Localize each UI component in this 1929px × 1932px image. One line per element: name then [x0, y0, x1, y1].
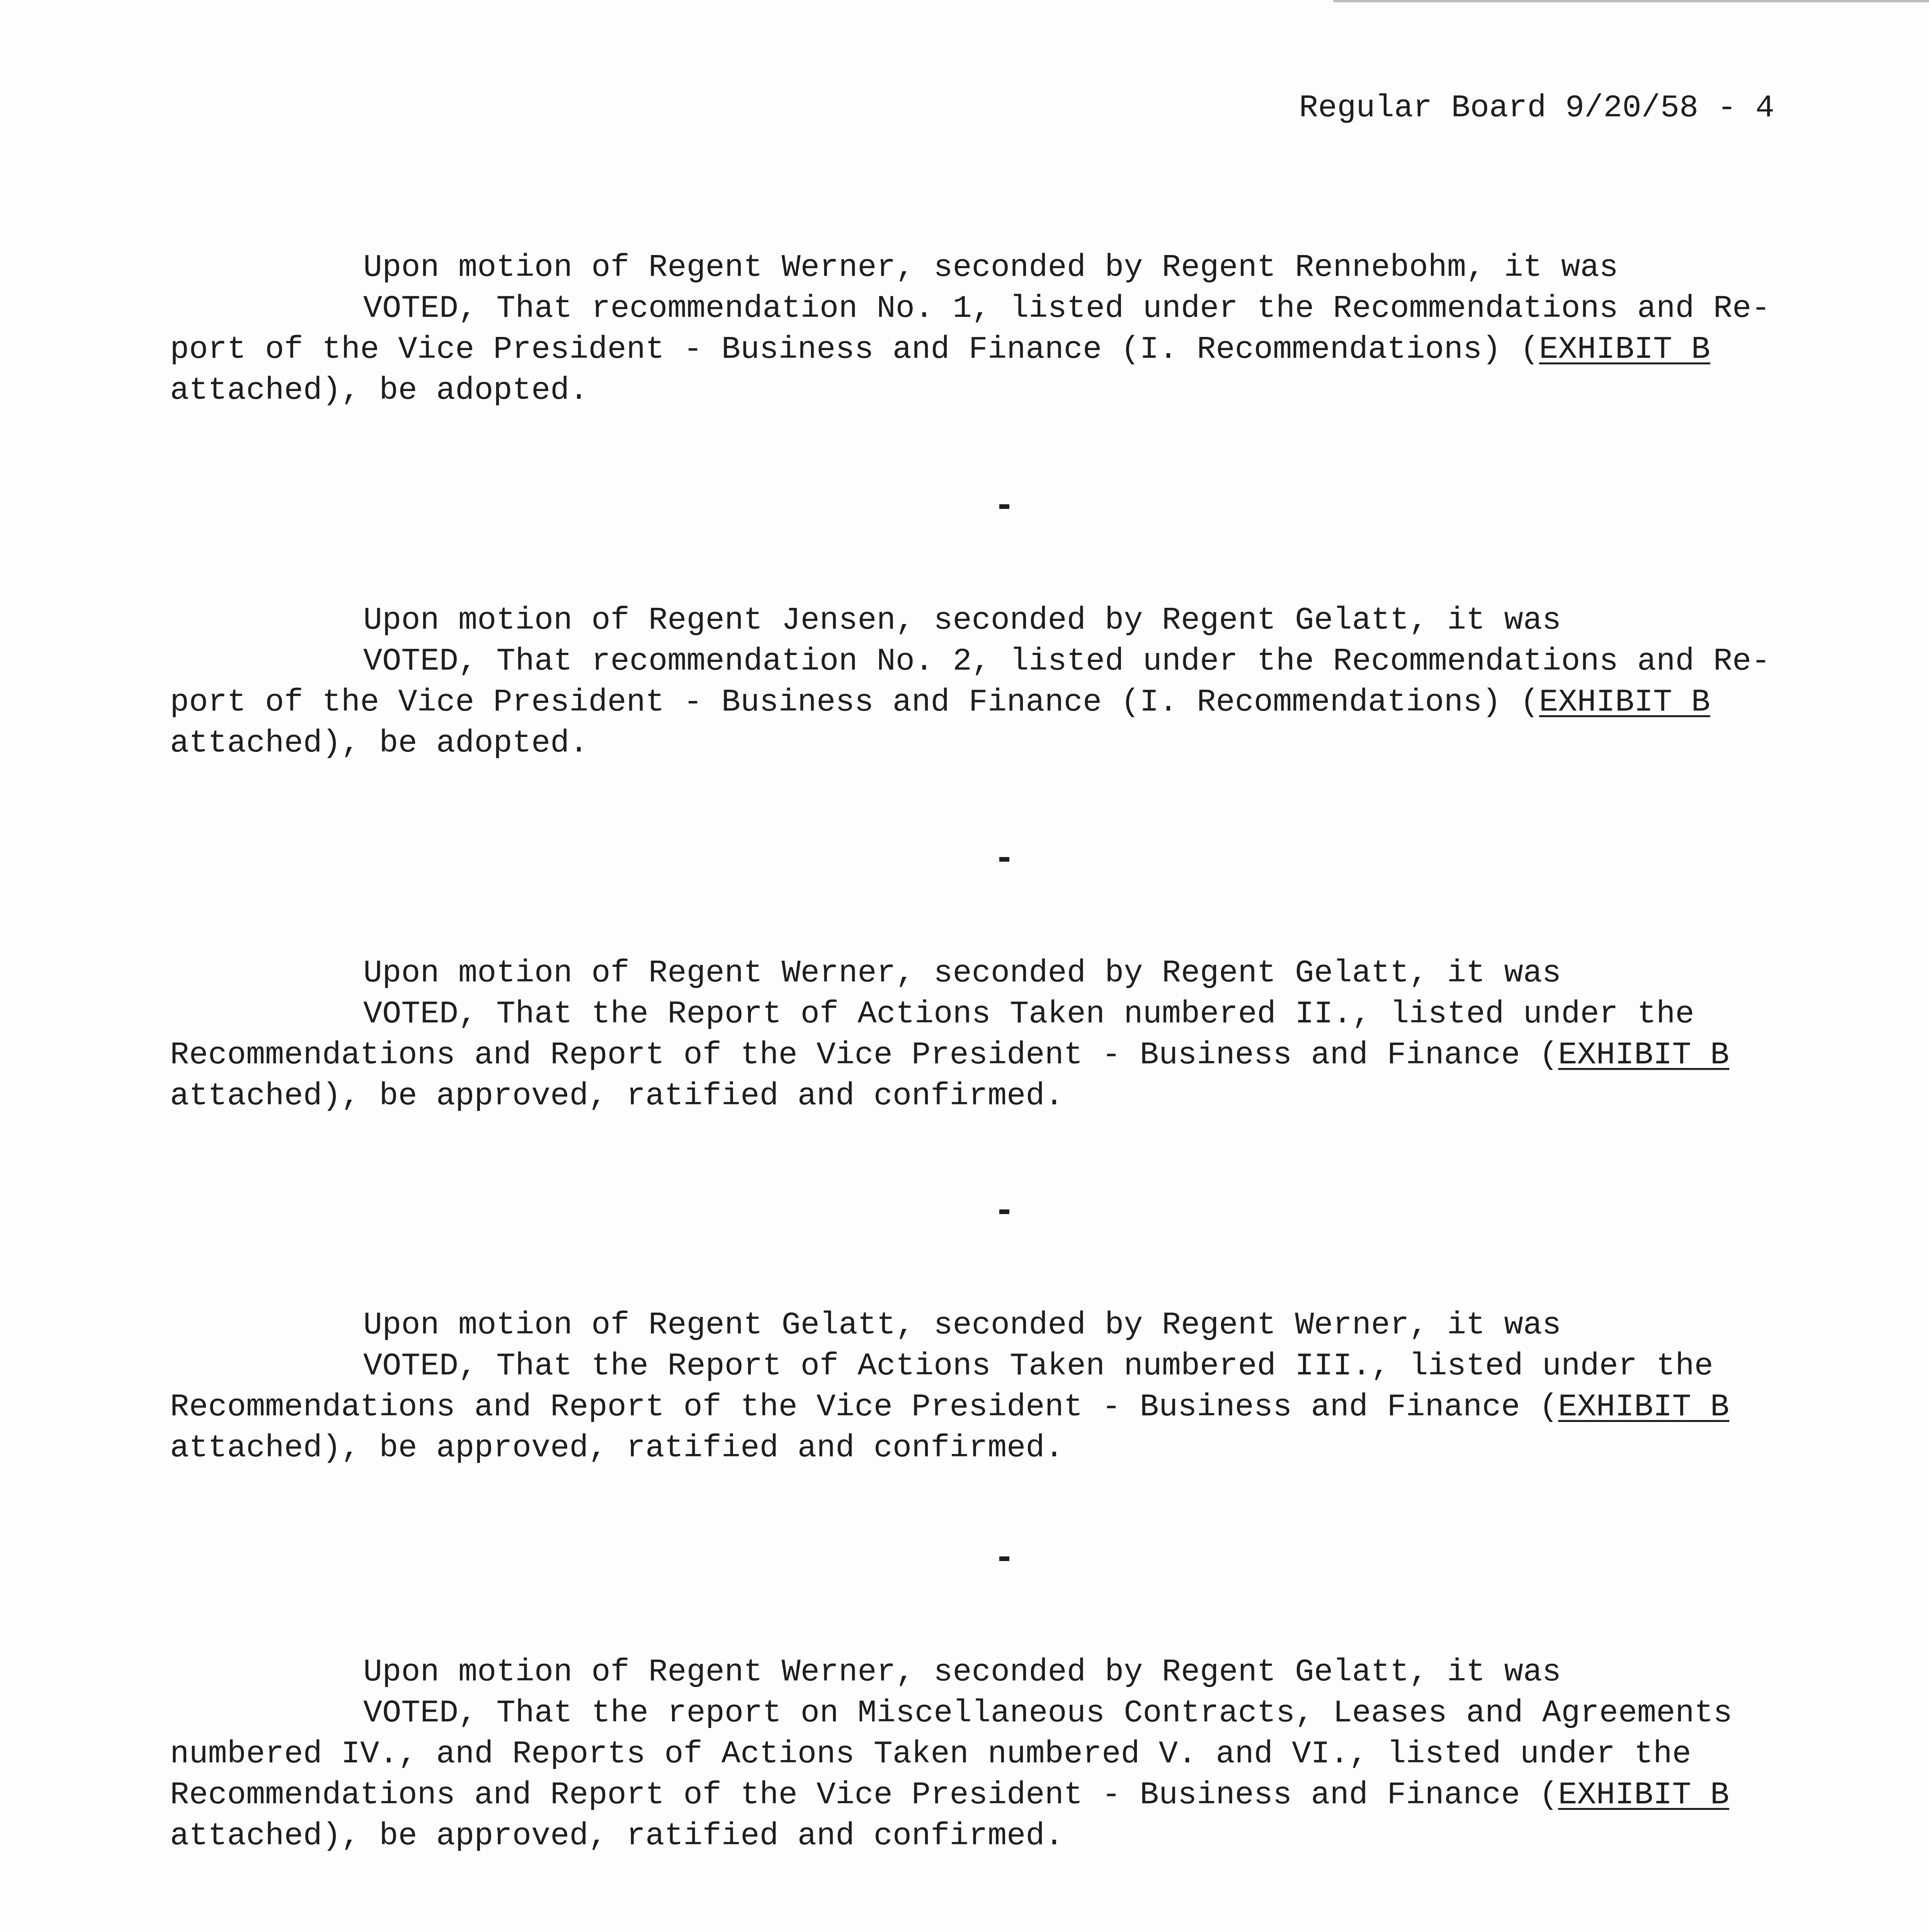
- paragraph-line: port of the Vice President - Business and Finance (I. Recommendations) (EXHIBIT B: [170, 332, 1710, 367]
- paragraph-line: Upon motion of Regent Werner, seconded by Regent Gelatt, it was: [363, 955, 1562, 991]
- paragraph-line: Recommendations and Report of the Vice President - Business and Finance (EXHIBIT B: [170, 1389, 1730, 1425]
- section-separator: [999, 857, 1009, 862]
- section-separator: [999, 1556, 1009, 1561]
- motion-paragraph-1: [170, 247, 1789, 411]
- motion-paragraph-3: [170, 953, 1789, 1117]
- paragraph-line: Upon motion of Regent Werner, seconded by Regent Rennebohm, it was: [363, 250, 1618, 286]
- paragraph-line: attached), be adopted.: [170, 725, 589, 761]
- paragraph-line: attached), be approved, ratified and confirmed.: [170, 1430, 1064, 1466]
- motion-paragraph-4: [170, 1305, 1789, 1469]
- paragraph-line: port of the Vice President - Business and Finance (I. Recommendations) (EXHIBIT B: [170, 684, 1710, 720]
- paragraph-line: VOTED, That the Report of Actions Taken numbered III., listed under the: [363, 1348, 1713, 1384]
- motion-paragraph-2: [170, 600, 1789, 764]
- section-separator: [999, 504, 1009, 509]
- motion-paragraph-5: [170, 1652, 1789, 1857]
- paragraph-line: numbered IV., and Reports of Actions Taken numbered V. and VI., listed under the: [170, 1736, 1691, 1772]
- paragraph-line: attached), be approved, ratified and confirmed.: [170, 1078, 1064, 1114]
- paragraph-line: attached), be approved, ratified and confirmed.: [170, 1818, 1064, 1854]
- paragraph-line: Recommendations and Report of the Vice President - Business and Finance (EXHIBIT B: [170, 1037, 1730, 1073]
- paragraph-line: VOTED, That the report on Miscellaneous Contracts, Leases and Agreements: [363, 1695, 1732, 1731]
- paragraph-line: Upon motion of Regent Jensen, seconded by Regent Gelatt, it was: [363, 602, 1562, 638]
- exhibit-reference: EXHIBIT B: [1539, 684, 1710, 720]
- paragraph-line: Upon motion of Regent Gelatt, seconded by Regent Werner, it was: [363, 1307, 1562, 1343]
- exhibit-reference: EXHIBIT B: [1558, 1777, 1730, 1813]
- paragraph-line: Upon motion of Regent Werner, seconded by Regent Gelatt, it was: [363, 1654, 1562, 1690]
- paragraph-line: VOTED, That recommendation No. 1, listed under the Recommendations and Re-: [363, 291, 1771, 327]
- exhibit-reference: EXHIBIT B: [1558, 1389, 1730, 1425]
- paragraph-line: attached), be adopted.: [170, 372, 589, 408]
- exhibit-reference: EXHIBIT B: [1539, 332, 1710, 367]
- paragraph-line: VOTED, That recommendation No. 2, listed under the Recommendations and Re-: [363, 643, 1771, 679]
- paragraph-line: VOTED, That the Report of Actions Taken numbered II., listed under the: [363, 996, 1694, 1032]
- paragraph-line: Recommendations and Report of the Vice President - Business and Finance (EXHIBIT B: [170, 1777, 1730, 1813]
- section-separator: [999, 1209, 1009, 1214]
- exhibit-reference: EXHIBIT B: [1558, 1037, 1730, 1073]
- running-head: Regular Board 9/20/58 - 4: [1299, 90, 1774, 126]
- scan-edge: [1333, 0, 1929, 2]
